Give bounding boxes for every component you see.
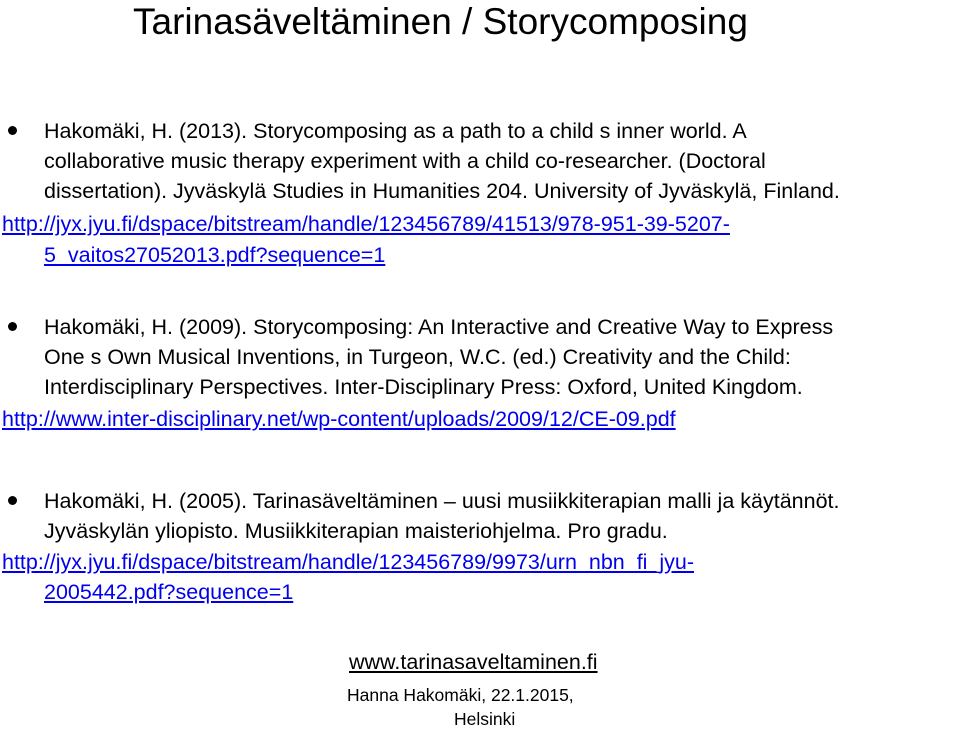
reference-text-line: Hakomäki, H. (2005). Tarinasäveltäminen – uusi musiikkiterapian malli ja käytännöt. — [44, 489, 840, 513]
reference-text-line: Interdisciplinary Perspectives. Inter-Disciplinary Press: Oxford, United Kingdom. — [44, 375, 803, 399]
reference-link-2005[interactable]: http://jyx.jyu.fi/dspace/bitstream/handle/123456789/9973/urn_nbn_fi_jyu- — [2, 550, 695, 574]
reference-text-line: collaborative music therapy experiment with a child co-researcher. (Doctoral — [44, 149, 766, 173]
reference-link-2013-cont[interactable]: 5_vaitos27052013.pdf?sequence=1 — [44, 243, 386, 267]
reference-link-2013[interactable]: http://jyx.jyu.fi/dspace/bitstream/handle/123456789/41513/978-951-39-5207- — [2, 212, 730, 236]
author-city: Helsinki — [454, 709, 516, 729]
reference-text-line: One s Own Musical Inventions, in Turgeon, W.C. (ed.) Creativity and the Child: — [44, 345, 791, 369]
website-link[interactable]: www.tarinasaveltaminen.fi — [349, 650, 598, 674]
page-title: Tarinasäveltäminen / Storycomposing — [133, 1, 748, 42]
bullet-icon — [8, 496, 17, 505]
reference-text-line: Hakomäki, H. (2013). Storycomposing as a path to a child s inner world. A — [44, 119, 747, 143]
reference-link-2009[interactable]: http://www.inter-disciplinary.net/wp-content/uploads/2009/12/CE-09.pdf — [2, 407, 676, 431]
bullet-icon — [8, 322, 17, 331]
reference-text-line: Jyväskylän yliopisto. Musiikkiterapian maisteriohjelma. Pro gradu. — [44, 519, 668, 543]
reference-text-line: Hakomäki, H. (2009). Storycomposing: An Interactive and Creative Way to Express — [44, 315, 834, 339]
reference-link-2005-cont[interactable]: 2005442.pdf?sequence=1 — [44, 580, 294, 604]
bullet-icon — [8, 126, 17, 135]
reference-text-line: dissertation). Jyväskylä Studies in Humanities 204. University of Jyväskylä, Finland. — [44, 179, 840, 203]
author-date: Hanna Hakomäki, 22.1.2015, — [347, 685, 574, 705]
